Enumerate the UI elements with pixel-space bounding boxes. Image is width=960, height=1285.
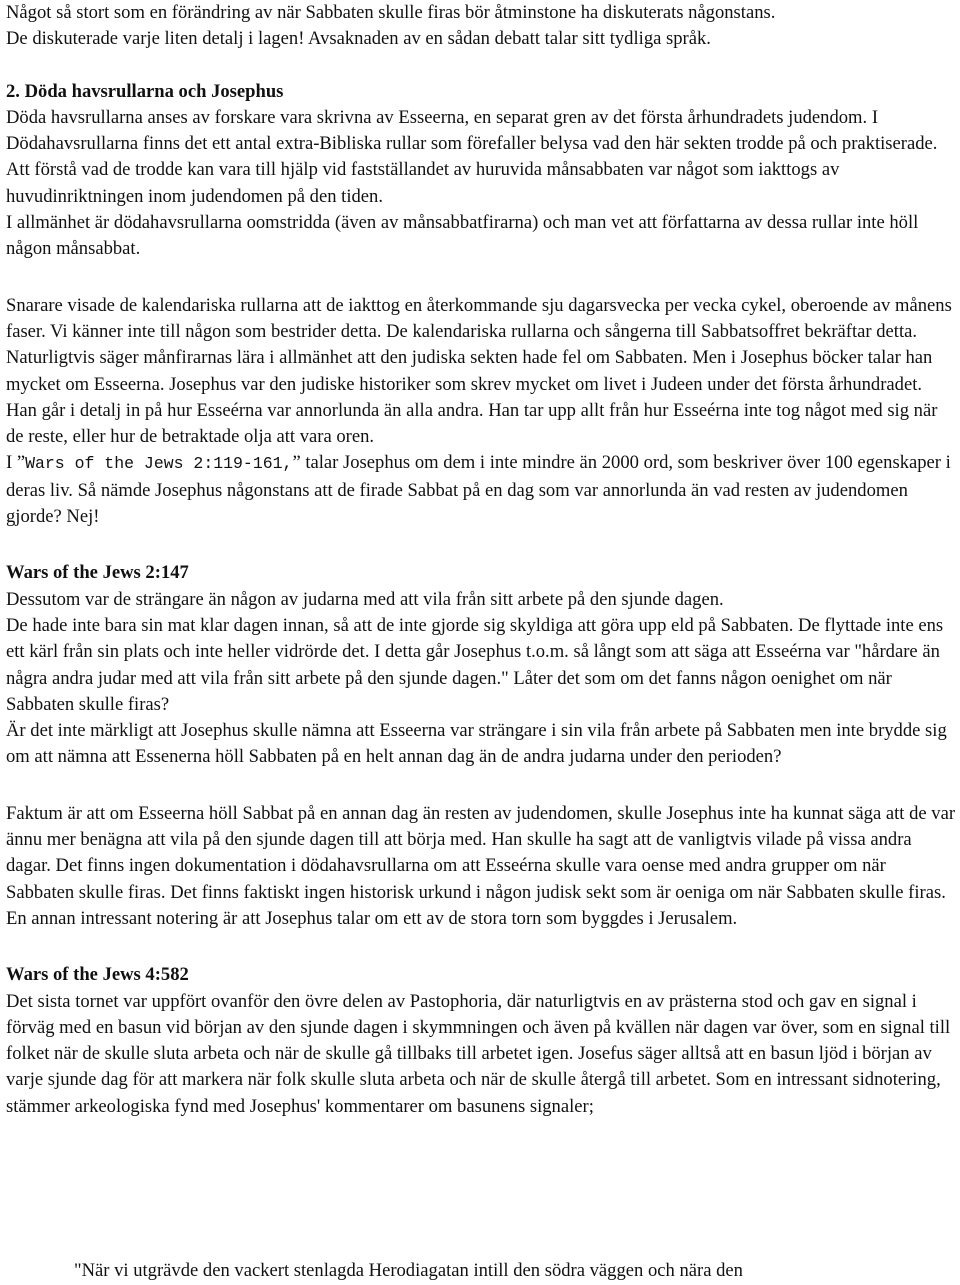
faktum-paragraph: Faktum är att om Esseerna höll Sabbat på en annan dag än resten av judendomen, skulle Josephus inte ha kunnat säga att de var ännu mer benägna att vila på den sjunde dagen till att börja med. Han skulle ha sagt att de vanligtvis vilade på vissa andra dagar. Det finns ingen dokumentation i dödahavsrullarna om att Esseérna skulle vara oense med andra grupper om när Sabbaten skulle firas. Det finns faktiskt ingen historisk urkund i någon judisk sekt som är oeniga om när Sabbaten skulle firas. En annan intressant notering är att Josephus talar om ett av de stora torn som byggdes i Jerusalem. xyxy=(6,802,956,929)
section-2-paragraph-2: I allmänhet är dödahavsrullarna oomstridda (även av månsabbatfirarna) och man vet att författarna av dessa rullar inte höll någon månsabbat. xyxy=(6,212,919,260)
section-2-heading: 2. Döda havsrullarna och Josephus xyxy=(6,80,284,102)
document-page xyxy=(6,0,956,1120)
section-2-paragraph-1: Döda havsrullarna anses av forskare vara skrivna av Esseerna, en separat gren av det första århundradets judendom. I Dödahavsrullarna finns det ett antal extra-Bibliska rullar som förefaller belysa vad den här sekten trodde på och praktiserade. Att förstå vad de trodde kan vara till hjälp vid fastställandet av huruvida månsabbaten var något som iakttogs av huvudinriktningen inom judendomen på den tiden. xyxy=(6,106,938,207)
intro-line-2: De diskuterade varje liten detalj i lagen! Avsaknaden av en sådan debatt talar sitt tydliga språk. xyxy=(6,28,711,50)
wars-2-147-paragraph-2: De hade inte bara sin mat klar dagen innan, så att de inte gjorde sig skyldiga att göra upp eld på Sabbaten. De flyttade inte ens ett kärl från sin plats och inte heller vidrörde det. I detta går Josephus t.o.m. så långt som att säga att Esseérna var "hårdare än några andra judar med att vila från sitt arbete på den sjunde dagen." Låter det som om det fanns någon oenighet om när Sabbaten skulle firas? xyxy=(6,614,944,715)
wars-2-147-paragraph-1: Dessutom var de strängare än någon av judarna med att vila från sitt arbete på den sjunde dagen. xyxy=(6,588,724,610)
wars-4-582-paragraph: Det sista tornet var uppfört ovanför den övre delen av Pastophoria, där naturligtvis en av prästerna stod och gav en signal i förväg med en basun vid början av den sjunde dagen i skymmningen och även på kvällen när dagen var över, som en signal till folket när de skulle sluta arbeta och när de skulle gå tillbaks till arbetet igen. Josefus säger alltså att en basun ljöd i början av varje sjunde dag för att markera när folk skulle sluta arbeta och när de skulle återgå till arbetet. Som en intressant sidnotering, stämmer arkeologiska fynd med Josephus' kommentarer om basunens signaler; xyxy=(6,990,951,1117)
kalender-paragraph-2: Han går i detalj in på hur Esseérna var annorlunda än alla andra. Han tar upp allt från hur Esseérna inte tog något med sig när de reste, eller hur de betraktade olja att vara oren. xyxy=(6,399,938,448)
kalender-paragraph-3-prefix: I ” xyxy=(6,452,26,474)
wars-2-147-section xyxy=(6,560,956,770)
block-quote-start: "När vi utgrävde den vackert stenlagda Herodiagatan intill den södra väggen och nära den xyxy=(74,1260,743,1281)
section-2 xyxy=(6,79,956,263)
kalender-block xyxy=(6,293,956,531)
kalender-paragraph-1: Snarare visade de kalendariska rullarna att de iakttog en återkommande sju dagarsvecka per vecka cykel, oberoende av månens faser. Vi känner inte till någon som bestrider detta. De kalendariska rullarna och sångerna till Sabbatsoffret bekräftar detta. Naturligtvis säger månfirarnas lära i allmänhet att den judiska sekten hade fel om Sabbaten. Men i Josephus böcker talar han mycket om Esseerna. Josephus var den judiske historiker som skrev mycket om livet i Judeen under det första århundradet. xyxy=(6,294,952,395)
faktum-section xyxy=(6,801,956,932)
kalender-paragraph-3-body: ” talar Josephus om dem i inte mindre än 2000 ord, som beskriver över 100 egenskaper i deras liv. Så nämde Josephus någonstans att de firade Sabbat på en dag som var annorlunda än vad resten av judendomen gjorde? Nej! xyxy=(6,452,951,528)
wars-reference: Wars of the Jews 2:119-161, xyxy=(25,454,293,474)
intro-line-1: Något så stort som en förändring av när Sabbaten skulle firas bör åtminstone ha diskuterats någonstans. xyxy=(6,2,776,23)
wars-2-147-heading: Wars of the Jews 2:147 xyxy=(6,562,189,584)
intro-paragraph xyxy=(6,0,956,53)
wars-4-582-section xyxy=(6,962,956,1120)
wars-2-147-paragraph-3: Är det inte märkligt att Josephus skulle nämna att Esseerna var strängare i sin vila från arbete på Sabbaten men inte brydde sig om att nämna att Essenerna höll Sabbaten på en helt annan dag än de andra judarna under den perioden? xyxy=(6,720,947,768)
wars-4-582-heading: Wars of the Jews 4:582 xyxy=(6,964,189,986)
